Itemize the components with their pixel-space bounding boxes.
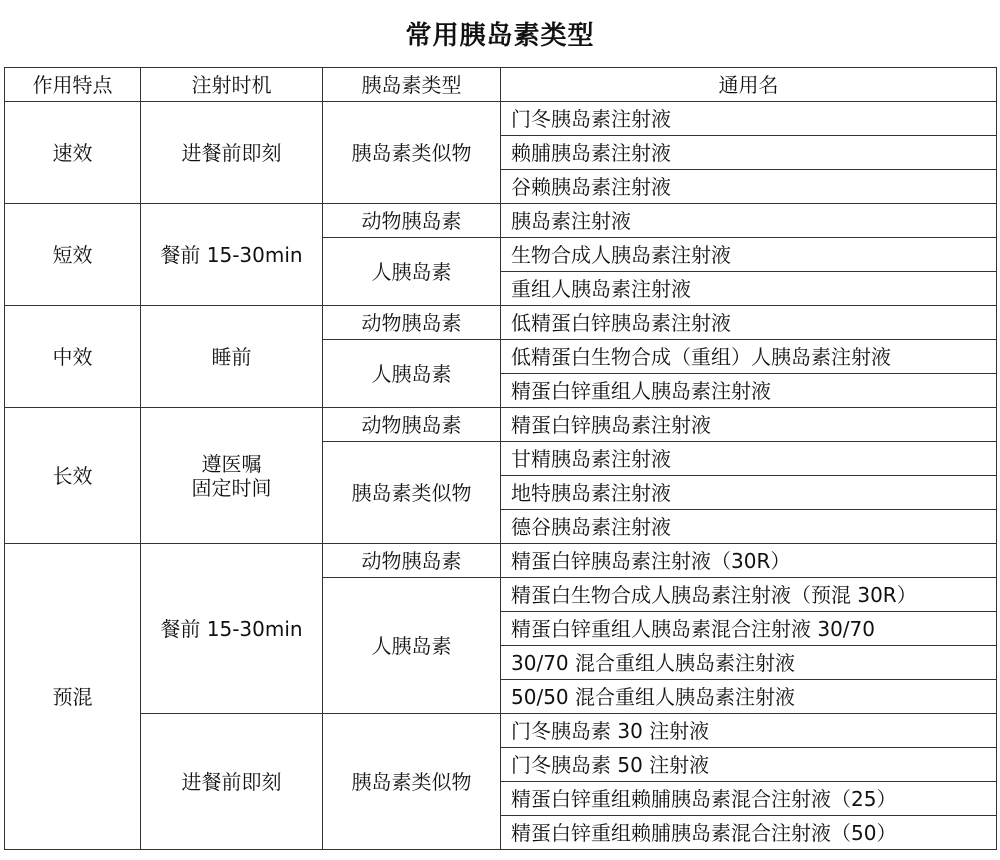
generic-name-cell: 精蛋白锌重组人胰岛素注射液 bbox=[501, 374, 997, 408]
generic-name-cell: 谷赖胰岛素注射液 bbox=[501, 170, 997, 204]
timing-cell bbox=[141, 408, 323, 544]
generic-name-cell: 甘精胰岛素注射液 bbox=[501, 442, 997, 476]
timing-cell: 进餐前即刻 bbox=[141, 714, 323, 850]
type-cell: 动物胰岛素 bbox=[323, 306, 501, 340]
feature-cell: 短效 bbox=[5, 204, 141, 306]
type-cell: 胰岛素类似物 bbox=[323, 714, 501, 850]
timing-cell: 餐前 15-30min bbox=[141, 204, 323, 306]
generic-name-cell: 低精蛋白锌胰岛素注射液 bbox=[501, 306, 997, 340]
table-row bbox=[5, 306, 997, 340]
generic-name-cell: 德谷胰岛素注射液 bbox=[501, 510, 997, 544]
generic-name-cell: 50/50 混合重组人胰岛素注射液 bbox=[501, 680, 997, 714]
generic-name-cell: 门冬胰岛素 50 注射液 bbox=[501, 748, 997, 782]
timing-cell: 餐前 15-30min bbox=[141, 544, 323, 714]
type-cell: 胰岛素类似物 bbox=[323, 102, 501, 204]
generic-name-cell: 胰岛素注射液 bbox=[501, 204, 997, 238]
table-row bbox=[5, 408, 997, 442]
feature-cell: 长效 bbox=[5, 408, 141, 544]
type-cell: 动物胰岛素 bbox=[323, 544, 501, 578]
timing-line: 固定时间 bbox=[191, 475, 272, 500]
header-timing: 注射时机 bbox=[141, 68, 323, 102]
header-feature: 作用特点 bbox=[5, 68, 141, 102]
generic-name-cell: 精蛋白锌重组人胰岛素混合注射液 30/70 bbox=[501, 612, 997, 646]
timing-cell: 进餐前即刻 bbox=[141, 102, 323, 204]
header-row bbox=[5, 68, 997, 102]
feature-cell: 预混 bbox=[5, 544, 141, 850]
generic-name-cell: 精蛋白锌重组赖脯胰岛素混合注射液（25） bbox=[501, 782, 997, 816]
generic-name-cell: 精蛋白锌胰岛素注射液 bbox=[501, 408, 997, 442]
type-cell: 人胰岛素 bbox=[323, 578, 501, 714]
feature-cell: 速效 bbox=[5, 102, 141, 204]
generic-name-cell: 低精蛋白生物合成（重组）人胰岛素注射液 bbox=[501, 340, 997, 374]
generic-name-cell: 赖脯胰岛素注射液 bbox=[501, 136, 997, 170]
generic-name-cell: 门冬胰岛素注射液 bbox=[501, 102, 997, 136]
generic-name-cell: 门冬胰岛素 30 注射液 bbox=[501, 714, 997, 748]
generic-name-cell: 生物合成人胰岛素注射液 bbox=[501, 238, 997, 272]
insulin-types-table bbox=[4, 67, 997, 850]
timing-line: 遵医嘱 bbox=[201, 451, 262, 476]
generic-name-cell: 精蛋白锌重组赖脯胰岛素混合注射液（50） bbox=[501, 816, 997, 850]
table-row bbox=[5, 544, 997, 578]
table-row bbox=[5, 714, 997, 748]
table-row bbox=[5, 102, 997, 136]
header-generic-name: 通用名 bbox=[501, 68, 997, 102]
type-cell: 动物胰岛素 bbox=[323, 204, 501, 238]
type-cell: 胰岛素类似物 bbox=[323, 442, 501, 544]
generic-name-cell: 地特胰岛素注射液 bbox=[501, 476, 997, 510]
generic-name-cell: 30/70 混合重组人胰岛素注射液 bbox=[501, 646, 997, 680]
type-cell: 人胰岛素 bbox=[323, 340, 501, 408]
generic-name-cell: 重组人胰岛素注射液 bbox=[501, 272, 997, 306]
timing-cell: 睡前 bbox=[141, 306, 323, 408]
type-cell: 动物胰岛素 bbox=[323, 408, 501, 442]
type-cell: 人胰岛素 bbox=[323, 238, 501, 306]
header-type: 胰岛素类型 bbox=[323, 68, 501, 102]
feature-cell: 中效 bbox=[5, 306, 141, 408]
table-row bbox=[5, 204, 997, 238]
generic-name-cell: 精蛋白锌胰岛素注射液（30R） bbox=[501, 544, 997, 578]
page-title: 常用胰岛素类型 bbox=[405, 20, 595, 51]
generic-name-cell: 精蛋白生物合成人胰岛素注射液（预混 30R） bbox=[501, 578, 997, 612]
